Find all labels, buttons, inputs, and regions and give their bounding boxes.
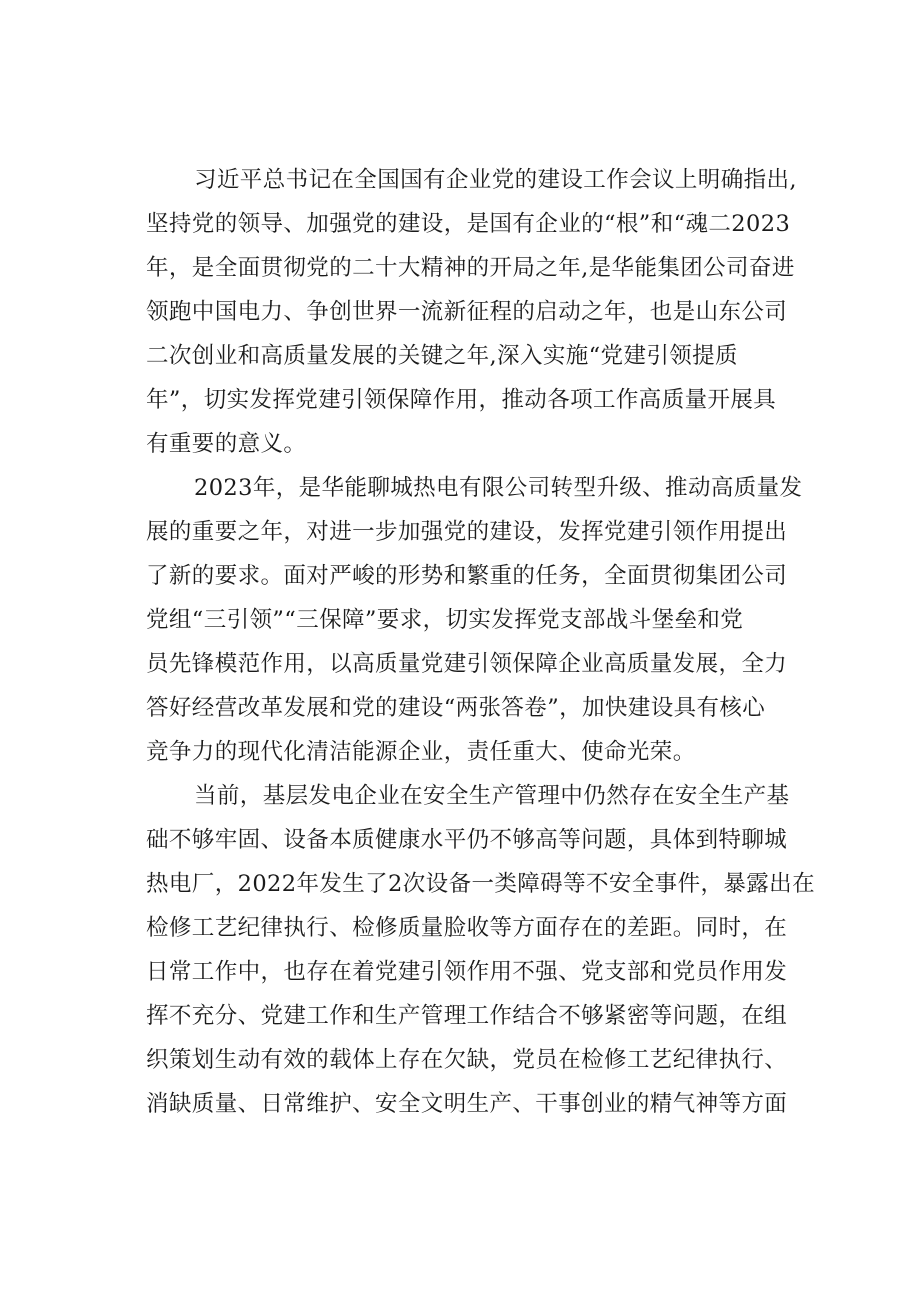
paragraph-line: 展的重要之年，对进一步加强党的建设，发挥党建引领作用提出	[146, 519, 788, 545]
paragraph-line: 2023年，是华能聊城热电有限公司转型升级、推动高质量发	[194, 475, 803, 501]
paragraph-line: 础不够牢固、设备本质健康水平仍不够高等问题，具体到特聊城	[146, 827, 788, 853]
paragraph-line: 竞争力的现代化清洁能源企业，责任重大、使命光荣。	[146, 739, 696, 765]
paragraph-line: 党组“三引领”“三保障”要求，切实发挥党支部战斗堡垒和党	[146, 607, 744, 633]
paragraph-line: 年，是全面贯彻党的二十大精神的开局之年,是华能集团公司奋进	[146, 255, 795, 281]
paragraph-line: 二次创业和高质量发展的关键之年,深入实施“党建引领提质	[146, 343, 738, 369]
paragraph-line: 年”，切实发挥党建引领保障作用，推动各项工作高质量开展具	[146, 387, 777, 413]
paragraph-line: 消缺质量、日常维护、安全文明生产、干事创业的精气神等方面	[146, 1091, 788, 1117]
paragraph-line: 当前，基层发电企业在安全生产管理中仍然存在安全生产基	[194, 783, 790, 809]
paragraph-2	[146, 466, 806, 774]
paragraph-line: 习近平总书记在全国国有企业党的建设工作会议上明确指出,	[194, 167, 797, 193]
paragraph-line: 检修工艺纪律执行、检修质量脸收等方面存在的差距。同时，在	[146, 915, 788, 941]
paragraph-line: 答好经营改革发展和党的建设“两张答卷”，加快建设具有核心	[146, 695, 766, 721]
paragraph-line: 有重要的意义。	[146, 431, 307, 457]
paragraph-line: 员先锋模范作用，以高质量党建引领保障企业高质量发展，全力	[146, 651, 788, 677]
paragraph-line: 日常工作中，也存在着党建引领作用不强、党支部和党员作用发	[146, 959, 788, 985]
paragraph-line: 挥不充分、党建工作和生产管理工作结合不够紧密等问题，在组	[146, 1003, 788, 1029]
document-body	[146, 158, 815, 1126]
paragraph-line: 织策划生动有效的载体上存在欠缺，党员在检修工艺纪律执行、	[146, 1047, 788, 1073]
paragraph-line: 领跑中国电力、争创世界一流新征程的启动之年，也是山东公司	[146, 299, 788, 325]
paragraph-line: 了新的要求。面对严峻的形势和繁重的任务，全面贯彻集团公司	[146, 563, 788, 589]
paragraph-3	[146, 774, 815, 1126]
paragraph-1	[146, 158, 806, 466]
paragraph-line: 坚持党的领导、加强党的建设，是国有企业的“根”和“魂二2023	[146, 211, 791, 237]
paragraph-line: 热电厂，2022年发生了2次设备一类障碍等不安全事件，暴露出在	[146, 871, 815, 897]
